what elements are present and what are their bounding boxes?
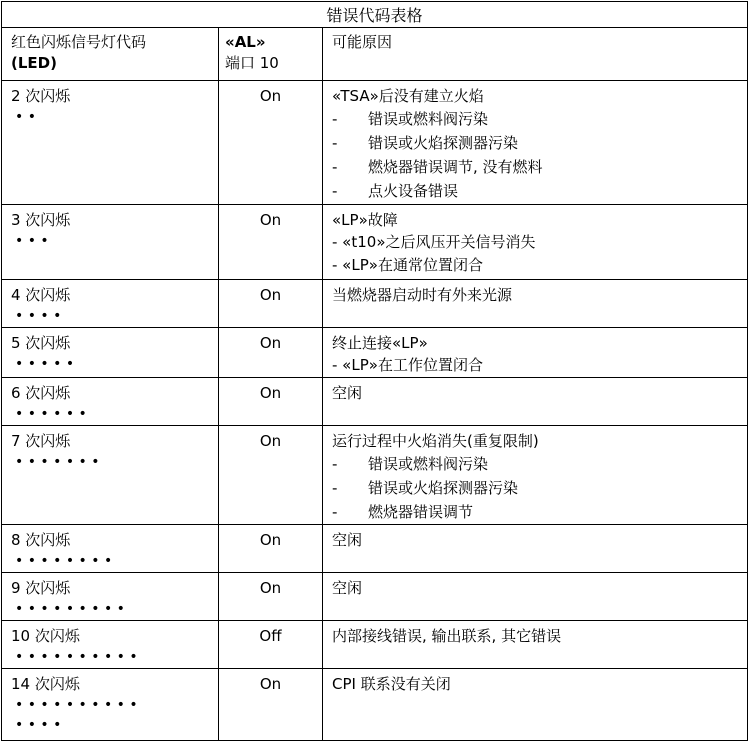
table-row — [2, 621, 748, 669]
port-state-cell: On — [219, 81, 323, 205]
cause-list-item — [332, 476, 747, 500]
blink-dots: • • • • • • • • • • — [15, 697, 138, 713]
blink-dots: • • • • • • • • • • — [15, 649, 138, 665]
port-state-cell: On — [219, 426, 323, 525]
error-code-document — [1, 1, 748, 741]
cause-list-item-text: 错误或燃料阀污染 — [368, 110, 489, 128]
cause-main-text: CPI 联系没有关闭 — [332, 675, 451, 693]
cause-list-item-text: 燃烧器错误调节 — [368, 503, 474, 521]
cause-list-item-text: 点火设备错误 — [368, 182, 459, 200]
cause-cell — [323, 525, 748, 573]
port-state-cell: On — [219, 669, 323, 741]
port-state-cell: On — [219, 525, 323, 573]
cause-list-item — [332, 155, 747, 179]
blink-dots: • • • — [15, 233, 49, 249]
list-dash: - — [332, 503, 338, 521]
cause-detail-line: - «t10»之后风压开关信号消失 — [332, 233, 536, 251]
blink-code-label: 6 次闪烁 — [11, 384, 71, 402]
blink-dots: • • — [15, 109, 36, 125]
blink-dots: • • • • • • • • — [15, 553, 113, 569]
cause-main-text: 当燃烧器启动时有外来光源 — [332, 286, 513, 304]
cause-cell — [323, 426, 748, 525]
table-row — [2, 205, 748, 280]
cause-list-item — [332, 179, 747, 203]
cause-cell — [323, 81, 748, 205]
cause-main-text: 运行过程中火焰消失(重复限制) — [332, 432, 539, 450]
blink-code-cell — [2, 205, 219, 280]
port-state-cell: On — [219, 280, 323, 328]
error-code-table — [1, 1, 748, 741]
list-dash: - — [332, 158, 338, 176]
cause-list-item — [332, 131, 747, 155]
cause-main-text: 终止连接«LP» — [332, 334, 428, 352]
list-dash: - — [332, 182, 338, 200]
cause-main-text: «LP»故障 — [332, 211, 398, 229]
cause-main-text: 空闲 — [332, 384, 363, 402]
header-al-port — [219, 28, 323, 81]
cause-cell — [323, 328, 748, 378]
blink-code-label: 3 次闪烁 — [11, 211, 71, 229]
header-led-code-line1: 红色闪烁信号灯代码 — [11, 33, 147, 51]
port-state-cell: On — [219, 573, 323, 621]
table-row — [2, 525, 748, 573]
blink-code-label: 10 次闪烁 — [11, 627, 80, 645]
list-dash: - — [332, 134, 338, 152]
table-row — [2, 669, 748, 741]
blink-code-label: 4 次闪烁 — [11, 286, 71, 304]
list-dash: - — [332, 110, 338, 128]
blink-dots: • • • • — [15, 717, 62, 733]
cause-list-item — [332, 452, 747, 476]
header-led-code-line2: (LED) — [11, 54, 57, 72]
blink-dots: • • • • • • • — [15, 454, 100, 470]
blink-code-cell — [2, 280, 219, 328]
blink-code-cell — [2, 378, 219, 426]
table-row — [2, 328, 748, 378]
cause-main-text: 内部接线错误, 输出联系, 其它错误 — [332, 627, 562, 645]
blink-code-cell — [2, 669, 219, 741]
cause-list-item-text: 错误或火焰探测器污染 — [368, 479, 519, 497]
cause-detail-line: - «LP»在工作位置闭合 — [332, 356, 483, 374]
blink-code-cell — [2, 573, 219, 621]
cause-main-text: 空闲 — [332, 531, 363, 549]
table-title: 错误代码表格 — [2, 2, 748, 28]
cause-list-item-text: 燃烧器错误调节, 没有燃料 — [368, 158, 543, 176]
blink-dots: • • • • • — [15, 356, 75, 372]
blink-code-label: 2 次闪烁 — [11, 87, 71, 105]
table-row — [2, 378, 748, 426]
list-dash: - — [332, 455, 338, 473]
blink-code-cell — [2, 81, 219, 205]
table-header-row — [2, 28, 748, 81]
blink-code-label: 9 次闪烁 — [11, 579, 71, 597]
cause-cell — [323, 205, 748, 280]
blink-code-label: 7 次闪烁 — [11, 432, 71, 450]
header-al-port-line2: 端口 10 — [225, 54, 279, 72]
header-possible-cause: 可能原因 — [323, 28, 748, 81]
cause-main-text: «TSA»后没有建立火焰 — [332, 87, 484, 105]
cause-cell — [323, 621, 748, 669]
port-state-cell: On — [219, 328, 323, 378]
cause-cell — [323, 378, 748, 426]
table-row — [2, 280, 748, 328]
port-state-cell: On — [219, 205, 323, 280]
blink-code-label: 14 次闪烁 — [11, 675, 80, 693]
header-al-port-line1: «AL» — [225, 33, 266, 51]
table-row — [2, 573, 748, 621]
cause-cell — [323, 669, 748, 741]
port-state-cell: Off — [219, 621, 323, 669]
blink-code-label: 8 次闪烁 — [11, 531, 71, 549]
header-led-code — [2, 28, 219, 81]
blink-dots: • • • • — [15, 308, 62, 324]
blink-dots: • • • • • • • • • — [15, 601, 125, 617]
table-row — [2, 81, 748, 205]
cause-list-item — [332, 107, 747, 131]
cause-cell — [323, 280, 748, 328]
blink-dots: • • • • • • — [15, 406, 87, 422]
cause-list-item — [332, 500, 747, 524]
cause-detail-line: - «LP»在通常位置闭合 — [332, 256, 483, 274]
list-dash: - — [332, 479, 338, 497]
blink-code-label: 5 次闪烁 — [11, 334, 71, 352]
table-row — [2, 426, 748, 525]
blink-code-cell — [2, 525, 219, 573]
port-state-cell: On — [219, 378, 323, 426]
blink-code-cell — [2, 426, 219, 525]
cause-list-item-text: 错误或燃料阀污染 — [368, 455, 489, 473]
blink-code-cell — [2, 328, 219, 378]
cause-cell — [323, 573, 748, 621]
blink-code-cell — [2, 621, 219, 669]
cause-list-item-text: 错误或火焰探测器污染 — [368, 134, 519, 152]
cause-main-text: 空闲 — [332, 579, 363, 597]
